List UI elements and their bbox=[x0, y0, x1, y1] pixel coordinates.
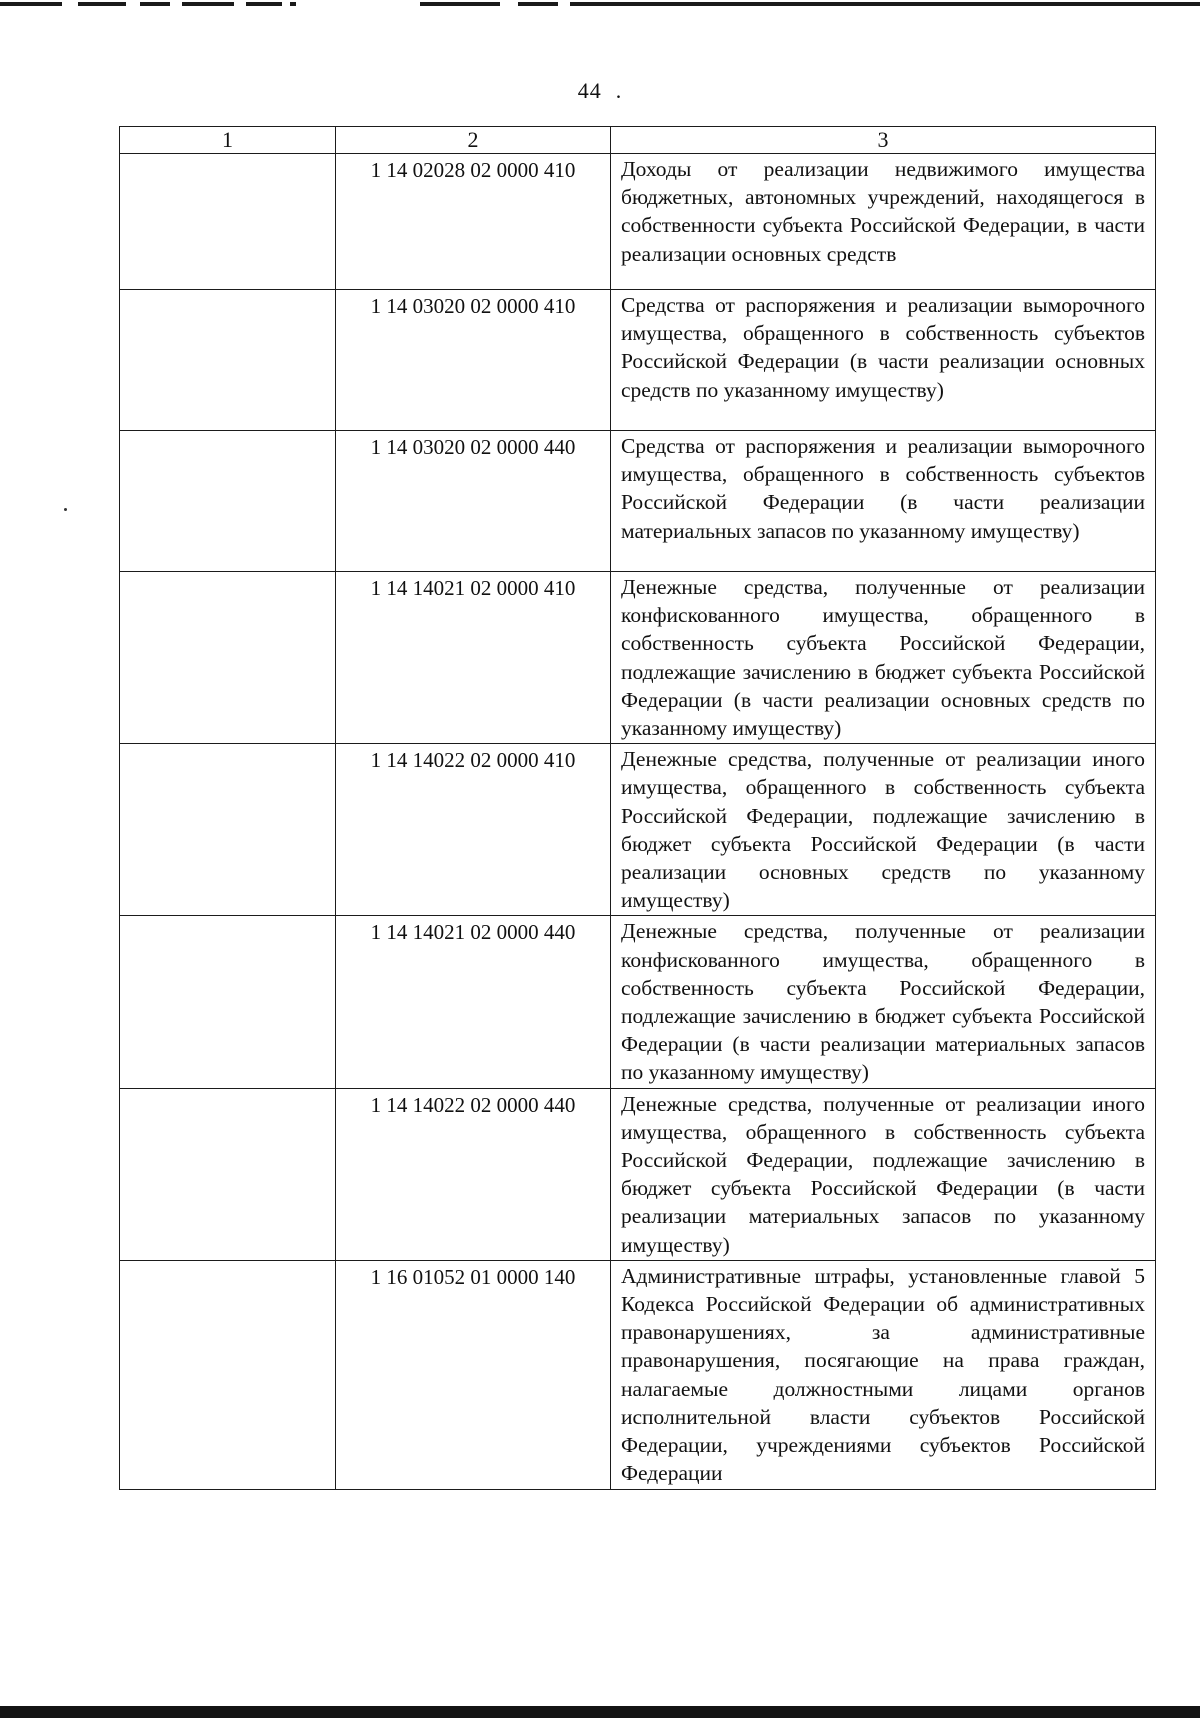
scan-speck bbox=[64, 508, 67, 511]
income-description: Доходы от реализации недвижимого имущества бюджетных, автономных учреждений, находящегося в собственности субъекта Российской Федерации, в части реализации основных средств bbox=[611, 154, 1156, 290]
row-col-1 bbox=[120, 572, 336, 744]
scan-edge-bottom bbox=[0, 1706, 1200, 1718]
table-row bbox=[120, 1260, 1156, 1489]
row-col-1 bbox=[120, 154, 336, 290]
page-number-value: 44 bbox=[577, 78, 602, 103]
table-row bbox=[120, 290, 1156, 431]
row-col-1 bbox=[120, 290, 336, 431]
budget-codes-table bbox=[119, 126, 1156, 1490]
table-row bbox=[120, 572, 1156, 744]
income-description: Административные штрафы, установленные главой 5 Кодекса Российской Федерации об административных правонарушениях, за административные правонарушения, посягающие на права граждан, налагаемые должностными лицами органов исполнительной власти субъектов Российской Федерации, учреждениями субъектов Российской Федерации bbox=[611, 1260, 1156, 1489]
header-col-2: 2 bbox=[336, 127, 611, 154]
row-col-1 bbox=[120, 1088, 336, 1260]
budget-code: 1 16 01052 01 0000 140 bbox=[336, 1260, 611, 1489]
page-number-mark: . bbox=[615, 78, 623, 103]
page-number bbox=[0, 78, 1200, 104]
table-row bbox=[120, 154, 1156, 290]
table-row bbox=[120, 744, 1156, 916]
budget-code: 1 14 14021 02 0000 410 bbox=[336, 572, 611, 744]
header-col-1: 1 bbox=[120, 127, 336, 154]
income-description: Средства от распоряжения и реализации выморочного имущества, обращенного в собственность субъектов Российской Федерации (в части реализации материальных запасов по указанному имуществу) bbox=[611, 431, 1156, 572]
table-row bbox=[120, 431, 1156, 572]
budget-code: 1 14 14021 02 0000 440 bbox=[336, 916, 611, 1088]
budget-code: 1 14 14022 02 0000 440 bbox=[336, 1088, 611, 1260]
row-col-1 bbox=[120, 744, 336, 916]
budget-code: 1 14 03020 02 0000 440 bbox=[336, 431, 611, 572]
income-description: Денежные средства, полученные от реализации конфискованного имущества, обращенного в собственность субъекта Российской Федерации, подлежащие зачислению в бюджет субъекта Российской Федерации (в части реализации основных средств по указанному имуществу) bbox=[611, 572, 1156, 744]
budget-code: 1 14 14022 02 0000 410 bbox=[336, 744, 611, 916]
table-row bbox=[120, 1088, 1156, 1260]
budget-code: 1 14 02028 02 0000 410 bbox=[336, 154, 611, 290]
budget-code: 1 14 03020 02 0000 410 bbox=[336, 290, 611, 431]
income-description: Денежные средства, полученные от реализации иного имущества, обращенного в собственность субъекта Российской Федерации, подлежащие зачислению в бюджет субъекта Российской Федерации (в части реализации материальных запасов по указанному имуществу) bbox=[611, 1088, 1156, 1260]
income-description: Денежные средства, полученные от реализации конфискованного имущества, обращенного в собственность субъекта Российской Федерации, подлежащие зачислению в бюджет субъекта Российской Федерации (в части реализации материальных запасов по указанному имуществу) bbox=[611, 916, 1156, 1088]
header-col-3: 3 bbox=[611, 127, 1156, 154]
row-col-1 bbox=[120, 431, 336, 572]
row-col-1 bbox=[120, 916, 336, 1088]
row-col-1 bbox=[120, 1260, 336, 1489]
income-description: Денежные средства, полученные от реализации иного имущества, обращенного в собственность субъекта Российской Федерации, подлежащие зачислению в бюджет субъекта Российской Федерации (в части реализации основных средств по указанному имуществу) bbox=[611, 744, 1156, 916]
table-header-row bbox=[120, 127, 1156, 154]
scan-edge-top bbox=[0, 0, 1200, 10]
table-row bbox=[120, 916, 1156, 1088]
income-description: Средства от распоряжения и реализации выморочного имущества, обращенного в собственность субъектов Российской Федерации (в части реализации основных средств по указанному имуществу) bbox=[611, 290, 1156, 431]
